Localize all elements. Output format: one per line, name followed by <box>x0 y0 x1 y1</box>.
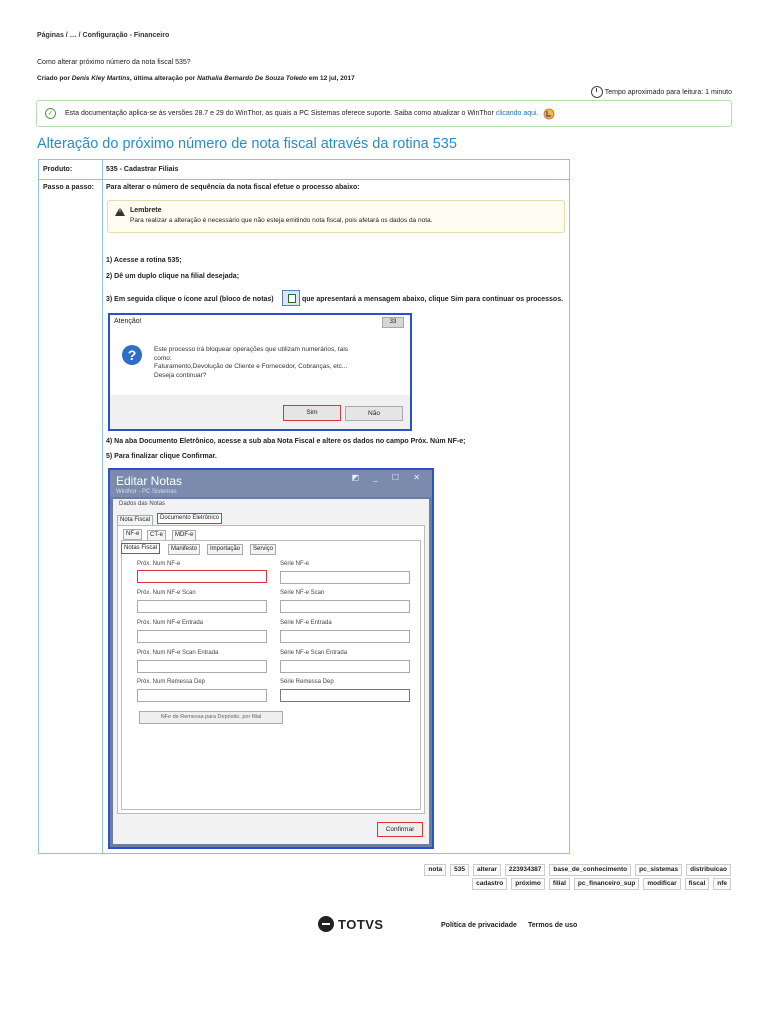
dialog-titlebar <box>110 315 410 329</box>
step-3b: que apresentará a mensagem abaixo, clique Sim para continuar os processos. <box>302 296 564 303</box>
check-circle-icon: ✓ <box>45 108 56 119</box>
clock-icon <box>591 86 603 98</box>
tab-manifesto[interactable]: Manifesto <box>168 544 200 555</box>
field-label: Série NF-e Entrada <box>280 620 332 626</box>
tag-distribuicao[interactable]: distribuicao <box>686 864 731 876</box>
hand-cursor-icon <box>543 108 555 120</box>
edit-notes-window <box>108 468 434 849</box>
editor-link[interactable]: Nathalia Bernardo De Souza Toledo <box>197 75 307 82</box>
dialog-body <box>110 329 410 395</box>
field-label: Próx. Num NF-e Entrada <box>137 620 204 626</box>
reading-time-text: Tempo aproximado para leitura: 1 minuto <box>604 88 732 96</box>
tag-535[interactable]: 535 <box>450 864 469 876</box>
prox-num-remessa-input[interactable] <box>137 689 267 702</box>
tab-notas-fiscal[interactable]: Notas Fiscal <box>121 543 160 554</box>
step-4: 4) Na aba Documento Eletrônico, acesse a sub aba Nota Fiscal e altere os dados no campo Próx. Núm NF-e; <box>106 438 466 445</box>
serie-remessa-input[interactable] <box>280 689 410 702</box>
confirm-button[interactable]: Confirmar <box>377 822 423 837</box>
intro-text: Para alterar o número de sequência da nota fiscal efetue o processo abaixo: <box>106 184 360 191</box>
field-label: Próx. Num NF-e Scan Entrada <box>137 650 219 656</box>
byline <box>37 75 355 82</box>
prox-num-nfe-scan-input[interactable] <box>137 600 267 613</box>
dialog-message-line: Este processo irá bloquear operações que utilizam numerários, tais <box>154 346 349 353</box>
dialog-message-line: Faturamento,Devolução de Cliente e Fornecedor, Cobranças, etc... <box>154 363 348 370</box>
produto-value: 535 - Cadastrar Filiais <box>106 166 179 173</box>
dialog-message <box>154 346 389 380</box>
field-label: Próx. Num NF-e Scan <box>137 590 196 596</box>
window-subtitle: Winthor - PC Sistemas <box>116 489 177 495</box>
window-titlebar <box>110 470 432 497</box>
warning-icon <box>115 207 125 216</box>
window-controls[interactable]: ◩ _ ☐ ✕ <box>351 473 426 482</box>
field-label: Série NF-e Scan Entrada <box>280 650 348 656</box>
serie-nfe-entrada-input[interactable] <box>280 630 410 643</box>
field-label: Próx. Num Remessa Dep <box>137 679 206 685</box>
terms-link[interactable]: Termos de uso <box>528 922 578 929</box>
byline-mid: , última alteração por <box>129 75 196 82</box>
tab-documento-eletronico[interactable]: Documento Eletrônico <box>157 513 222 524</box>
tab-servico[interactable]: Serviço <box>250 544 276 555</box>
tab-nota-fiscal[interactable]: Nota Fiscal <box>117 515 153 526</box>
reminder-box <box>107 200 565 233</box>
tag-cadastro[interactable]: cadastro <box>472 878 507 890</box>
serie-nfe-scan-input[interactable] <box>280 600 410 613</box>
byline-prefix: Criado por <box>37 75 70 82</box>
privacy-link[interactable]: Política de privacidade <box>441 922 517 929</box>
attention-dialog <box>108 313 412 431</box>
question-icon: ? <box>122 345 142 365</box>
field-label: Série NF-e <box>280 561 310 567</box>
notice-text: Esta documentação aplica-se às versões 28.7 e 29 do WinThor, as quais a PC Sistemas oferece suporte. Saiba como atualizar o WinThor <box>65 110 494 117</box>
page-subtitle: Como alterar próximo número da nota fiscal 535? <box>37 59 191 66</box>
tag-pc-sistemas[interactable]: pc_sistemas <box>635 864 682 876</box>
no-button[interactable]: Não <box>345 406 403 421</box>
tab-importacao[interactable]: Importação <box>207 544 243 555</box>
field-label: Série NF-e Scan <box>280 590 325 596</box>
tag-pc-financeiro-sup[interactable]: pc_financeiro_sup <box>574 878 639 890</box>
dialog-title: Atenção! <box>114 318 142 325</box>
reading-time <box>591 86 732 98</box>
byline-date[interactable]: em 12 jul, 2017 <box>308 75 355 82</box>
main-heading: Alteração do próximo número de nota fiscal através da rotina 535 <box>37 136 457 152</box>
tag-alterar[interactable]: alterar <box>473 864 501 876</box>
row-divider <box>39 179 569 180</box>
prox-num-nfe-input[interactable] <box>137 570 267 583</box>
notepad-icon <box>282 290 300 306</box>
passo-label: Passo a passo: <box>43 184 94 191</box>
reminder-text: Para realizar a alteração é necessário que não esteja emitindo nota fiscal, pois afetará os dados da nota. <box>130 217 433 224</box>
serie-nfe-scan-entrada-input[interactable] <box>280 660 410 673</box>
author-link[interactable]: Denis Kley Martins <box>71 75 130 82</box>
tag-223934387[interactable]: 223934387 <box>505 864 546 876</box>
tab-nfe[interactable]: NF-e <box>123 529 142 540</box>
tag-fiscal[interactable]: fiscal <box>685 878 710 890</box>
totvs-logo-icon <box>318 916 334 932</box>
tab-mdfe[interactable]: MDF-e <box>172 530 196 541</box>
tag-list <box>424 864 731 876</box>
step-5: 5) Para finalizar clique Confirmar. <box>106 453 217 460</box>
step-3a: 3) Em seguida clique o ícone azul (bloco de notas) <box>106 296 274 303</box>
column-divider <box>102 160 103 853</box>
tag-filial[interactable]: filial <box>549 878 570 890</box>
tag-base-de-conhecimento[interactable]: base_de_conhecimento <box>549 864 631 876</box>
field-label: Série Remessa Dep <box>280 679 334 685</box>
notice-link[interactable]: clicando aqui. <box>495 110 539 117</box>
yes-button[interactable]: Sim <box>283 405 341 421</box>
dialog-message-line: como: <box>154 354 172 362</box>
window-title: Editar Notas <box>116 474 183 488</box>
dialog-message-line: Deseja continuar? <box>154 371 207 379</box>
remessa-deposito-button[interactable]: NFe de Remessa para Depósito, por filial <box>139 711 283 724</box>
reminder-title: Lembrete <box>130 207 162 214</box>
dialog-close-button[interactable]: 33 <box>382 317 404 328</box>
group-label: Dados das Notas <box>119 501 166 507</box>
prox-num-nfe-scan-entrada-input[interactable] <box>137 660 267 673</box>
tag-modificar[interactable]: modificar <box>643 878 680 890</box>
step-1: 1) Acesse a rotina 535; <box>106 257 182 264</box>
tag-nfe[interactable]: nfe <box>713 878 731 890</box>
produto-label: Produto: <box>43 166 73 173</box>
totvs-logo-text: TOTVS <box>338 916 384 932</box>
tag-list <box>472 878 731 890</box>
version-notice <box>36 100 732 127</box>
step-2: 2) Dê um duplo clique na filial desejada; <box>106 273 240 280</box>
serie-nfe-input[interactable] <box>280 571 410 584</box>
tag-nota[interactable]: nota <box>424 864 446 876</box>
totvs-logo[interactable] <box>318 916 384 932</box>
breadcrumb[interactable]: Páginas / … / Configuração - Financeiro <box>37 32 170 39</box>
prox-num-nfe-entrada-input[interactable] <box>137 630 267 643</box>
window-content <box>113 499 429 844</box>
tag-pr-ximo[interactable]: próximo <box>511 878 545 890</box>
tab-cte[interactable]: CT-e <box>147 530 166 541</box>
field-label: Próx. Num NF-e <box>137 561 181 567</box>
